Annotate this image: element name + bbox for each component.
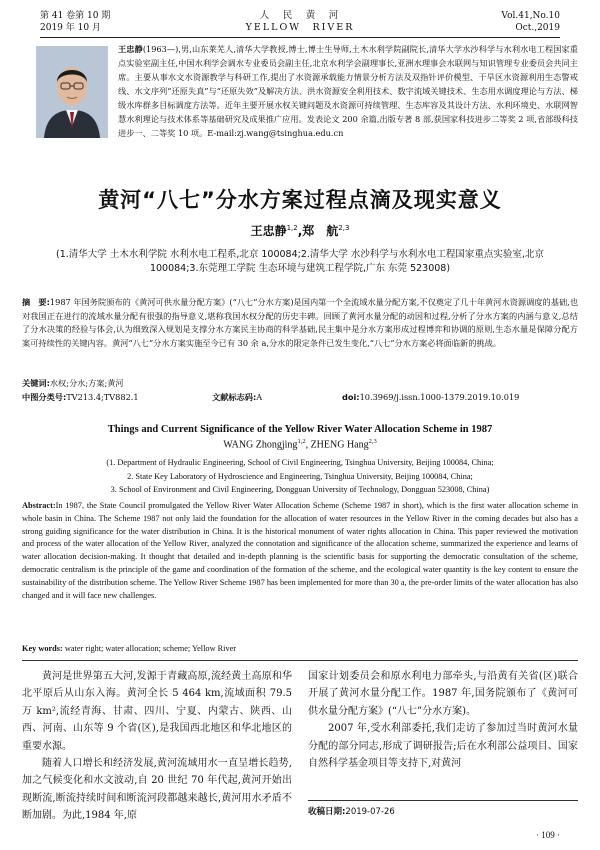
authors-en: WANG Zhongjing$^{1,2}$, ZHENG Hang$^{2,3}$: [223, 438, 377, 451]
doi-value: 10.3969/j.issn.1000-1379.2019.10.019: [359, 392, 520, 402]
author-2-en-affil: 2,3: [368, 438, 377, 445]
author-photo: [36, 46, 108, 138]
clc-value: TV213.4;TV882.1: [66, 392, 139, 402]
author-1-affil: 1,2: [286, 224, 298, 232]
affiliation-en-2: 2. State Key Laboratory of Hydroscience and Engineering, Tsinghua University, Beijing 100084, China;: [127, 471, 473, 481]
doi-label: doi:: [342, 392, 360, 402]
header-date: 2019 年 10 月: [40, 23, 101, 33]
page-number: · 109 ·: [536, 830, 560, 840]
author-1: 王忠静: [250, 224, 287, 238]
header-date-en: Oct.,2019: [515, 23, 560, 33]
body-column-right: [308, 668, 578, 772]
keywords-cn-text: 水权;分水;方案;黄河: [49, 378, 124, 388]
bio-name: 王忠静: [118, 44, 143, 54]
body-paragraph: 随着人口增长和经济发展,黄河流域用水一直呈增长趋势,加之气候变化和水文波动,自 20 世纪 70 年代起,黄河开始出现断流,断流持续时间和断流河段都越来越长,黄河用水矛盾不断加剧。为此,1984 年,原: [22, 758, 292, 822]
affiliation-en-1: (1. Department of Hydraulic Engineering, School of Civil Engineering, Tsinghua University, Beijing 100084, China;: [106, 458, 494, 467]
abstract-en-label: Abstract:: [22, 501, 56, 510]
keywords-en: [22, 642, 578, 655]
bio-body: (1963—),男,山东莱芜人,清华大学教授,博士,博士生导师,土木水利学院副院长,清华大学水沙科学与水利水电工程国家重点实验室副主任,中国水利学会调水专业委员会副主任,北京水利学会副理事长,亚洲水理事会水联网与知识管理专业委员会共同主席。主要从事水文水资源教学与科研工作,提出了水资源承载能力情景分析方法及双指针评价模型、干旱区水资源利用生态警戒线、水文序列“还原失真”与“还原失效”及解决方法、洪水资源安全利用技术、数字流域关键技术、生态用水调度理论与方法、梯级水库群多目标调度方法等。近年主要开展水权关键问题及水资源可持续管理、生态库容及其设计方法、水利环境史、水联网智慧水利理论与技术体系等基础研究及成果推广应用。发表论文 200 余篇,出版专著 8 部,获国家科技进步二等奖 2 项,省部级科技进步一、二等奖 10 项。E-mail:zj.wang@tsinghua.edu.cn: [118, 44, 578, 138]
section-divider: [22, 660, 578, 661]
body-paragraph: 黄河是世界第五大河,发源于青藏高原,流经黄土高原和华北平原后从山东入海。黄河全长 5 464 km,流域面积 79.5 万 km²,流经青海、甘肃、四川、宁夏、内蒙古、陕西、山西、河南、山东等 9 个省(区),是我国西北地区和华北地区的重要水源。: [22, 671, 292, 752]
doc-code-value: A: [256, 392, 263, 402]
keywords-en-label: Key words:: [22, 644, 63, 653]
header-journal-en: YELLOW RIVER: [245, 22, 355, 33]
keywords-cn-label: 关键词:: [22, 378, 50, 388]
body-column-left: [22, 668, 292, 825]
author-2-affil: 2,3: [338, 224, 350, 232]
keywords-en-text: water right; water allocation; scheme; Yellow River: [64, 644, 237, 653]
author-bio: [30, 42, 578, 178]
doc-code-label: 文献标志码:: [212, 392, 257, 402]
author-2-en: ZHENG Hang: [310, 439, 369, 451]
header-vol-no: Vol.41,No.10: [501, 11, 560, 21]
body-paragraph: 国家计划委员会和原水利电力部牵头,与沿黄有关省(区)联合开展了黄河水量分配工作。1987 年,国务院颁布了《黄河可供水量分配方案》(“八七”分水方案)。: [308, 671, 578, 717]
author-1-en: WANG Zhongjing: [223, 439, 298, 451]
abstract-en-text: In 1987, the State Council promulgated the Yellow River Water Allocation Scheme (Scheme 1987 in short), which is the first water allocation scheme in whole basin in China. The Scheme 1987 not only laid the foundation for the allocation of water resources in the Yellow River in the coming decades but also has a strong guiding significance for the water distribution in China. It is the historical monument of water rights allocation in China. This paper reviewed the motivation and process of the water allocation of the Yellow River, analyzed the connotation and significance of the allocation scheme, summarized the experience and learns of water allocation decision-making. It thought that detailed and in-depth planning is the scientific basis for supporting the democratic consultation of the scheme, democratic centralism is the principle of the game and coordination of the formation of the scheme, and the ecological water quantity is the key content to ensure the sustainability of the distribution scheme. The Yellow River Scheme 1987 has been implemented for more than 30 a, the pre-order limits of the water allocation has also changed and it will face new challenges.: [22, 501, 578, 600]
bio-text: [118, 42, 578, 140]
keywords-cn: [22, 377, 578, 390]
header-journal-cn: 人 民 黄 河: [259, 10, 341, 21]
author-2: 郑 航: [302, 224, 339, 238]
header-journal: [40, 10, 560, 34]
received-date: [308, 800, 578, 817]
received-value: 2019-07-26: [345, 807, 395, 817]
paper-title-en: Things and Current Significance of the Yellow River Water Allocation Scheme in 1987: [107, 424, 493, 435]
author-1-en-affil: 1,2: [297, 438, 306, 445]
clc-label: 中图分类号:: [22, 392, 67, 402]
affiliations-en: [22, 456, 578, 497]
classification: [22, 391, 578, 404]
abstract-cn-label: 摘 要:: [22, 297, 50, 307]
abstract-cn: [22, 296, 578, 350]
running-header: [40, 8, 560, 38]
header-volume-issue: 第 41 卷第 10 期: [40, 11, 111, 21]
author-portrait-icon: [36, 46, 108, 138]
authors-cn: 王忠静$^{1,2}$,郑 航$^{2,3}$: [250, 224, 350, 238]
affiliation-en-3: 3. School of Environment and Civil Engineering, Dongguan University of Technology, Dongguan 523008, China): [110, 485, 490, 494]
header-volume-en: [501, 10, 560, 34]
paper-title: 黄河“八七”分水方案过程点滴及现实意义: [98, 188, 502, 212]
abstract-en: [22, 500, 578, 602]
received-label: 收稿日期:: [308, 807, 346, 817]
abstract-cn-text: 1987 年国务院颁布的《黄河可供水量分配方案》(“八七”分水方案)是国内第一个全流域水量分配方案,不仅奠定了几十年黄河水资源调度的基础,也对我国正在进行的流域水量分配有很强的指导意义,堪称我国水权分配的历史丰碑。回顾了黄河水量分配的动因和过程,分析了分水方案的内涵与意义,总结了分水决策的经验与体会,认为细致深入规划是支撑分水方案民主协商的科学基础,民主集中是分水方案形成过程博弈和协调的原则,生态水量是保障分配方案可持续性的关键内容。黄河“八七”分水方案实施至今已有 30 余 a,分水的限定条件已发生变化,“八七”分水方案必将面临新的挑战。: [22, 297, 579, 348]
body-paragraph: 2007 年,受水利部委托,我们走访了参加过当时黄河水量分配的部分同志,形成了调研报告;后在水利部公益项目、国家自然科学基金项目等支持下,对黄河: [308, 723, 578, 770]
affiliations-cn: (1.清华大学 土木水利学院 水利水电工程系,北京 100084;2.清华大学 水沙科学与水利水电工程国家重点实验室,北京 100084;3.东莞理工学院 生态环境与建筑工程学院,广东 东莞 523008): [56, 249, 544, 274]
